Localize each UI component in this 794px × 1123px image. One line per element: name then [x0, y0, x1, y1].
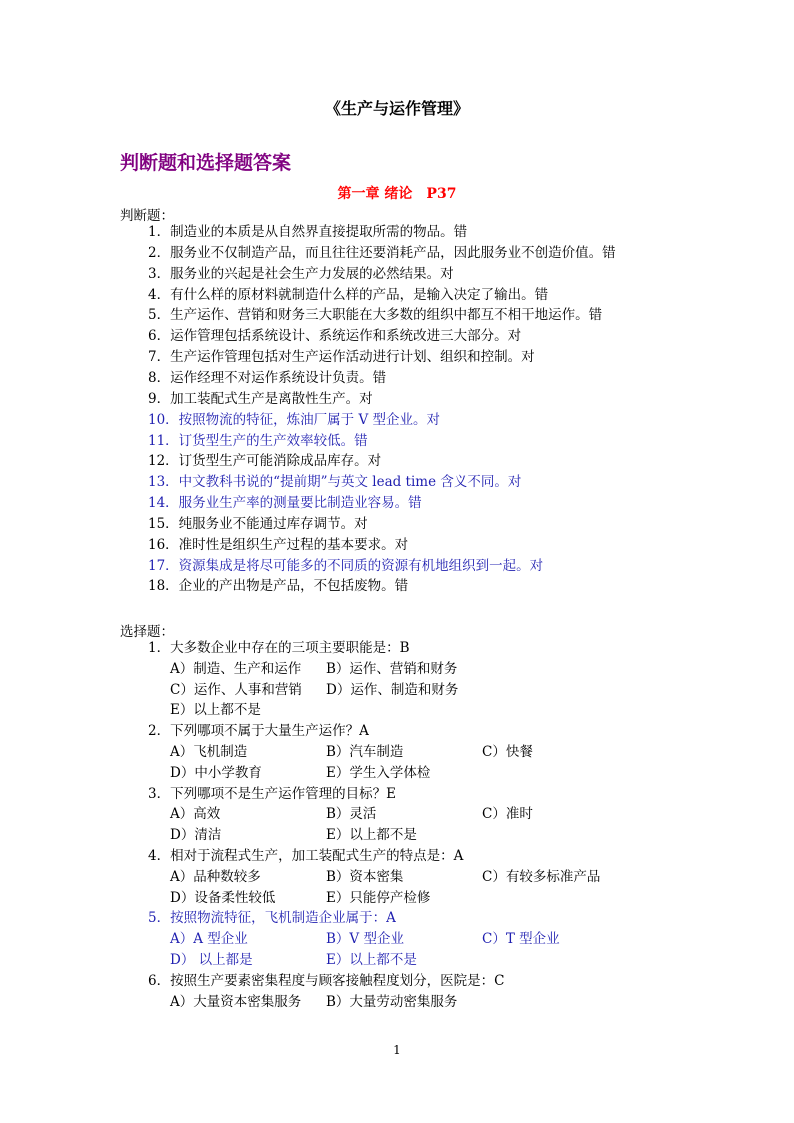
judge-item: 18．企业的产出物是产品，不包括废物。错 [148, 578, 409, 595]
judge-item: 8．运作经理不对运作系统设计负责。错 [148, 369, 387, 386]
judge-item: 10．按照物流的特征，炼油厂属于 V 型企业。对 [148, 411, 441, 428]
choice-option: E）只能停产检修 [326, 889, 431, 906]
choice-question: 2．下列哪项不属于大量生产运作？A [148, 723, 369, 740]
judge-item: 1．制造业的本质是从自然界直接提取所需的物品。错 [148, 224, 468, 240]
choice-option: D）清洁 [170, 827, 222, 844]
choice-option: D） 以上都是 [170, 952, 253, 968]
choice-option: E）以上都不是 [326, 952, 417, 968]
choice-question: 1．大多数企业中存在的三项主要职能是：B [148, 640, 410, 656]
choice-label: 选择题： [120, 624, 174, 640]
judge-item: 9．加工装配式生产是离散性生产。对 [148, 390, 373, 407]
chapter-title: 第一章 绪论 P37 [337, 186, 457, 202]
judge-label: 判断题： [120, 208, 174, 224]
choice-option: D）设备柔性较低 [170, 889, 276, 906]
choice-question: 5．按照物流特征，飞机制造企业属于：A [148, 910, 396, 927]
choice-question: 4．相对于流程式生产，加工装配式生产的特点是：A [148, 848, 464, 864]
choice-option: B）汽车制造 [326, 744, 404, 760]
judge-item: 3．服务业的兴起是社会生产力发展的必然结果。对 [148, 265, 454, 282]
section-title: 判断题和选择题答案 [120, 152, 292, 174]
doc-title: 《生产与运作管理》 [324, 99, 469, 118]
judge-item: 16．准时性是组织生产过程的基本要求。对 [148, 536, 409, 553]
page-number: 1 [393, 1043, 401, 1057]
judge-item: 15．纯服务业不能通过库存调节。对 [148, 515, 368, 532]
choice-question: 6．按照生产要素密集程度与顾客接触程度划分，医院是：C [148, 972, 505, 989]
choice-option: A）A 型企业 [170, 931, 248, 948]
choice-option: C）T 型企业 [482, 931, 560, 948]
choice-option: A）飞机制造 [170, 744, 248, 760]
judge-item: 12．订货型生产可能消除成品库存。对 [148, 453, 382, 470]
choice-option: E）学生入学体检 [326, 764, 431, 781]
judge-item: 4．有什么样的原材料就制造什么样的产品，是输入决定了输出。错 [148, 286, 549, 303]
judge-item: 2．服务业不仅制造产品，而且往往还要消耗产品，因此服务业不创造价值。错 [148, 244, 616, 261]
choice-option: B）运作、营销和财务 [326, 660, 458, 677]
judge-item: 17．资源集成是将尽可能多的不同质的资源有机地组织到一起。对 [148, 557, 544, 574]
choice-option: C）运作、人事和营销 [170, 681, 302, 698]
judge-item: 13．中文教科书说的“提前期”与英文 lead time 含义不同。对 [148, 474, 522, 491]
judge-item: 11．订货型生产的生产效率较低。错 [148, 432, 368, 449]
choice-option: D）运作、制造和财务 [326, 681, 459, 698]
judge-item: 14．服务业生产率的测量要比制造业容易。错 [148, 495, 422, 512]
choice-option: C）快餐 [482, 744, 533, 760]
judge-item: 7．生产运作管理包括对生产运作活动进行计划、组织和控制。对 [148, 349, 535, 366]
choice-option: C）准时 [482, 806, 533, 823]
choice-option: D）中小学教育 [170, 764, 262, 781]
choice-option: A）大量资本密集服务 [170, 993, 302, 1010]
choice-option: B）资本密集 [326, 868, 404, 885]
choice-question: 3．下列哪项不是生产运作管理的目标？E [148, 785, 396, 802]
choice-option: B）V 型企业 [326, 931, 404, 948]
choice-option: A）制造、生产和运作 [170, 660, 302, 677]
choice-option: B）灵活 [326, 806, 377, 823]
choice-option: B）大量劳动密集服务 [326, 993, 458, 1010]
choice-option: E）以上都不是 [326, 827, 417, 844]
judge-item: 5．生产运作、营销和财务三大职能在大多数的组织中都互不相干地运作。错 [148, 307, 603, 324]
judge-item: 6．运作管理包括系统设计、系统运作和系统改进三大部分。对 [148, 328, 522, 345]
choice-option: A）品种数较多 [170, 868, 261, 885]
choice-option: A）高效 [170, 806, 221, 823]
choice-option: C）有较多标准产品 [482, 868, 601, 885]
choice-option: E）以上都不是 [170, 702, 261, 719]
